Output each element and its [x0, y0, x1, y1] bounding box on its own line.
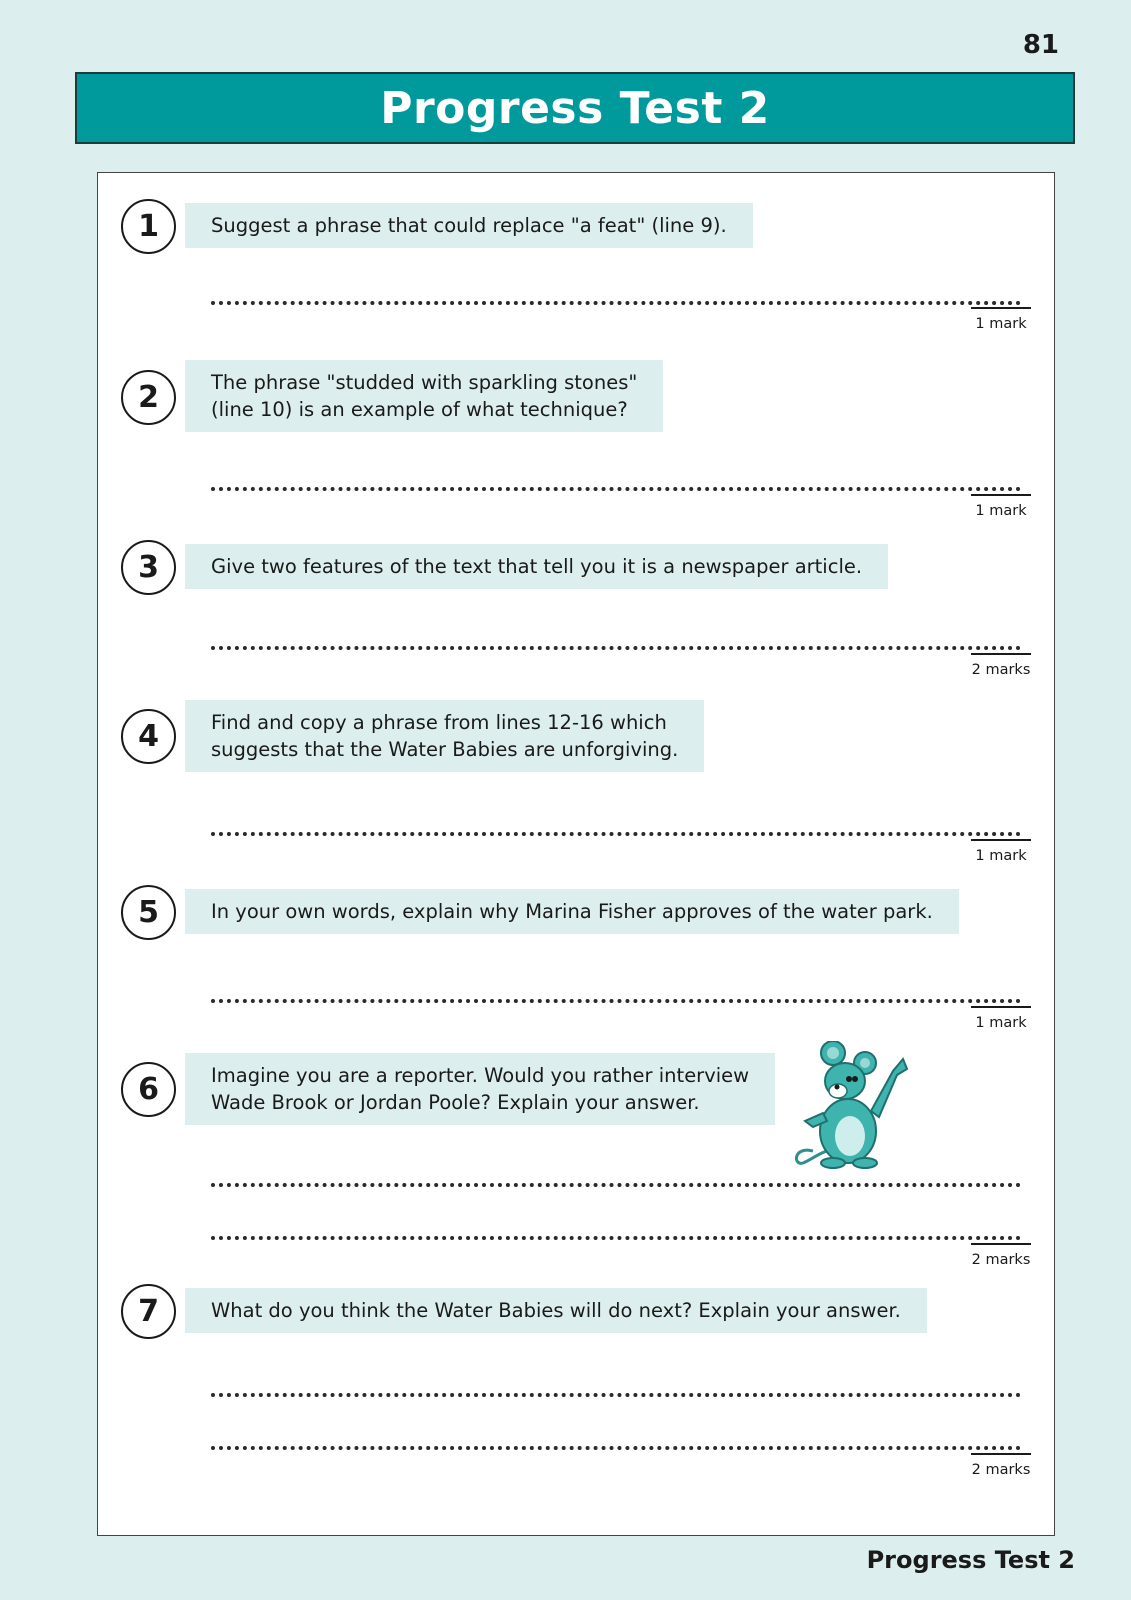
question-2-answer-line[interactable]: [211, 487, 1021, 491]
question-6-line-2: Wade Brook or Jordan Poole? Explain your answer.: [211, 1091, 700, 1114]
question-1-marks: 1 mark: [971, 307, 1031, 332]
question-7-marks: 2 marks: [971, 1453, 1031, 1478]
question-2-line-2: (line 10) is an example of what technique?: [211, 398, 628, 421]
question-5-line-1: In your own words, explain why Marina Fisher approves of the water park.: [211, 900, 933, 923]
question-6-marks: 2 marks: [971, 1243, 1031, 1268]
question-4-answer-line[interactable]: [211, 832, 1021, 836]
question-5-marks: 1 mark: [971, 1006, 1031, 1031]
question-4-text: [185, 700, 704, 772]
question-3-number: 3: [121, 540, 176, 595]
question-6-number: 6: [121, 1062, 176, 1117]
question-1-text: [185, 203, 753, 248]
question-2-line-1: The phrase "studded with sparkling stones": [211, 371, 638, 394]
question-2-text: [185, 360, 663, 432]
question-sheet: [97, 172, 1055, 1536]
question-3-text: [185, 544, 888, 589]
question-5-text: [185, 889, 959, 934]
question-3-line-1: Give two features of the text that tell you it is a newspaper article.: [211, 555, 863, 578]
question-4-line-2: suggests that the Water Babies are unforgiving.: [211, 738, 679, 761]
question-1-line-1: Suggest a phrase that could replace "a feat" (line 9).: [211, 214, 727, 237]
question-6-line-1: Imagine you are a reporter. Would you rather interview: [211, 1064, 750, 1087]
page-number: 81: [1022, 30, 1059, 60]
question-7-text: [185, 1288, 927, 1333]
question-5-answer-line[interactable]: [211, 999, 1021, 1003]
question-2-marks: 1 mark: [971, 494, 1031, 519]
question-1-answer-line[interactable]: [211, 301, 1021, 305]
page-title: Progress Test 2: [380, 82, 770, 134]
question-2-number: 2: [121, 370, 176, 425]
question-4-number: 4: [121, 709, 176, 764]
question-1-number: 1: [121, 199, 176, 254]
question-6-answer-line-2[interactable]: [211, 1236, 1021, 1240]
question-3-marks: 2 marks: [971, 653, 1031, 678]
question-7-number: 7: [121, 1284, 176, 1339]
question-6-text: [185, 1053, 775, 1125]
question-4-line-1: Find and copy a phrase from lines 12-16 which: [211, 711, 667, 734]
question-7-answer-line-2[interactable]: [211, 1446, 1021, 1450]
question-4-marks: 1 mark: [971, 839, 1031, 864]
mouse-illustration: [793, 1041, 913, 1171]
question-5-number: 5: [121, 885, 176, 940]
question-7-line-1: What do you think the Water Babies will do next? Explain your answer.: [211, 1299, 901, 1322]
question-3-answer-line[interactable]: [211, 646, 1021, 650]
question-6-answer-line-1[interactable]: [211, 1183, 1021, 1187]
title-banner: [75, 72, 1075, 144]
footer-label: Progress Test 2: [866, 1546, 1075, 1574]
question-7-answer-line-1[interactable]: [211, 1393, 1021, 1397]
